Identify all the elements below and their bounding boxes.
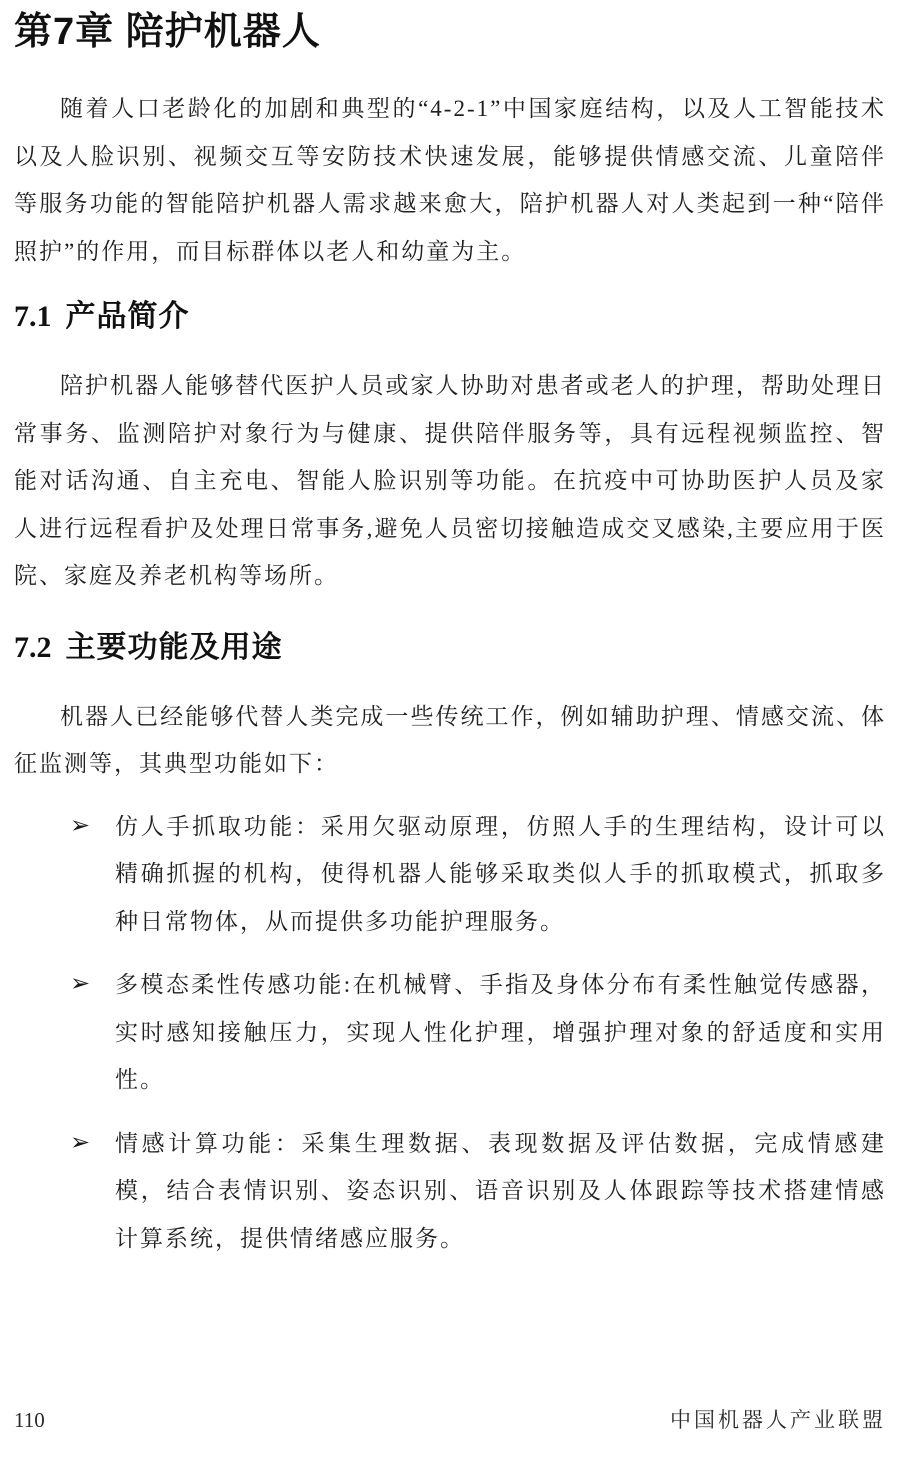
- chapter-heading: 第7章 陪护机器人: [14, 11, 321, 53]
- bullet-item: [70, 961, 886, 1104]
- intro-paragraph: 随着人口老龄化的加剧和典型的“4-2-1”中国家庭结构，以及人工智能技术以及人脸识别、视频交互等安防技术快速发展，能够提供情感交流、儿童陪伴等服务功能的智能陪护机器人需求越来愈大，陪护机器人对人类起到一种“陪伴照护”的作用，而目标群体以老人和幼童为主。: [14, 96, 886, 264]
- section-7-2-paragraph: 机器人已经能够代替人类完成一些传统工作，例如辅助护理、情感交流、体征监测等，其典型功能如下：: [14, 703, 886, 776]
- section-number: 7.1: [14, 300, 52, 333]
- bullet-text: 情感计算功能：采集生理数据、表现数据及评估数据，完成情感建模，结合表情识别、姿态识别、语音识别及人体跟踪等技术搭建情感计算系统，提供情绪感应服务。: [115, 1130, 886, 1251]
- feature-bullet-list: [14, 803, 886, 1263]
- page-footer: [14, 1406, 886, 1434]
- section-number: 7.2: [14, 630, 52, 664]
- footer-organization: 中国机器人产业联盟: [670, 1408, 886, 1432]
- section-title: 产品简介: [65, 300, 190, 333]
- section-title: 主要功能及用途: [65, 630, 283, 664]
- arrowhead-bullet-icon: ➢: [70, 971, 91, 997]
- bullet-item: [70, 803, 886, 946]
- arrowhead-bullet-icon: ➢: [70, 1129, 91, 1156]
- bullet-item: [70, 1120, 886, 1263]
- bullet-text: 仿人手抓取功能：采用欠驱动原理，仿照人手的生理结构，设计可以精确抓握的机构，使得机器人能够采取类似人手的抓取模式，抓取多种日常物体，从而提供多功能护理服务。: [115, 813, 886, 934]
- bullet-text: 多模态柔性传感功能:在机械臂、手指及身体分布有柔性触觉传感器，实时感知接触压力，实现人性化护理，增强护理对象的舒适度和实用性。: [115, 972, 886, 1092]
- page-number: 110: [14, 1408, 45, 1432]
- section-7-1-paragraph: 陪护机器人能够替代医护人员或家人协助对患者或老人的护理，帮助处理日常事务、监测陪护对象行为与健康、提供陪伴服务等，具有远程视频监控、智能对话沟通、自主充电、智能人脸识别等功能。在抗疫中可协助医护人员及家人进行远程看护及处理日常事务,避免人员密切接触造成交叉感染,主要应用于医院、家庭及养老机构等场所。: [14, 373, 886, 588]
- section-heading-7-2: [14, 628, 886, 668]
- arrowhead-bullet-icon: ➢: [70, 812, 91, 839]
- section-heading-7-1: [14, 297, 886, 337]
